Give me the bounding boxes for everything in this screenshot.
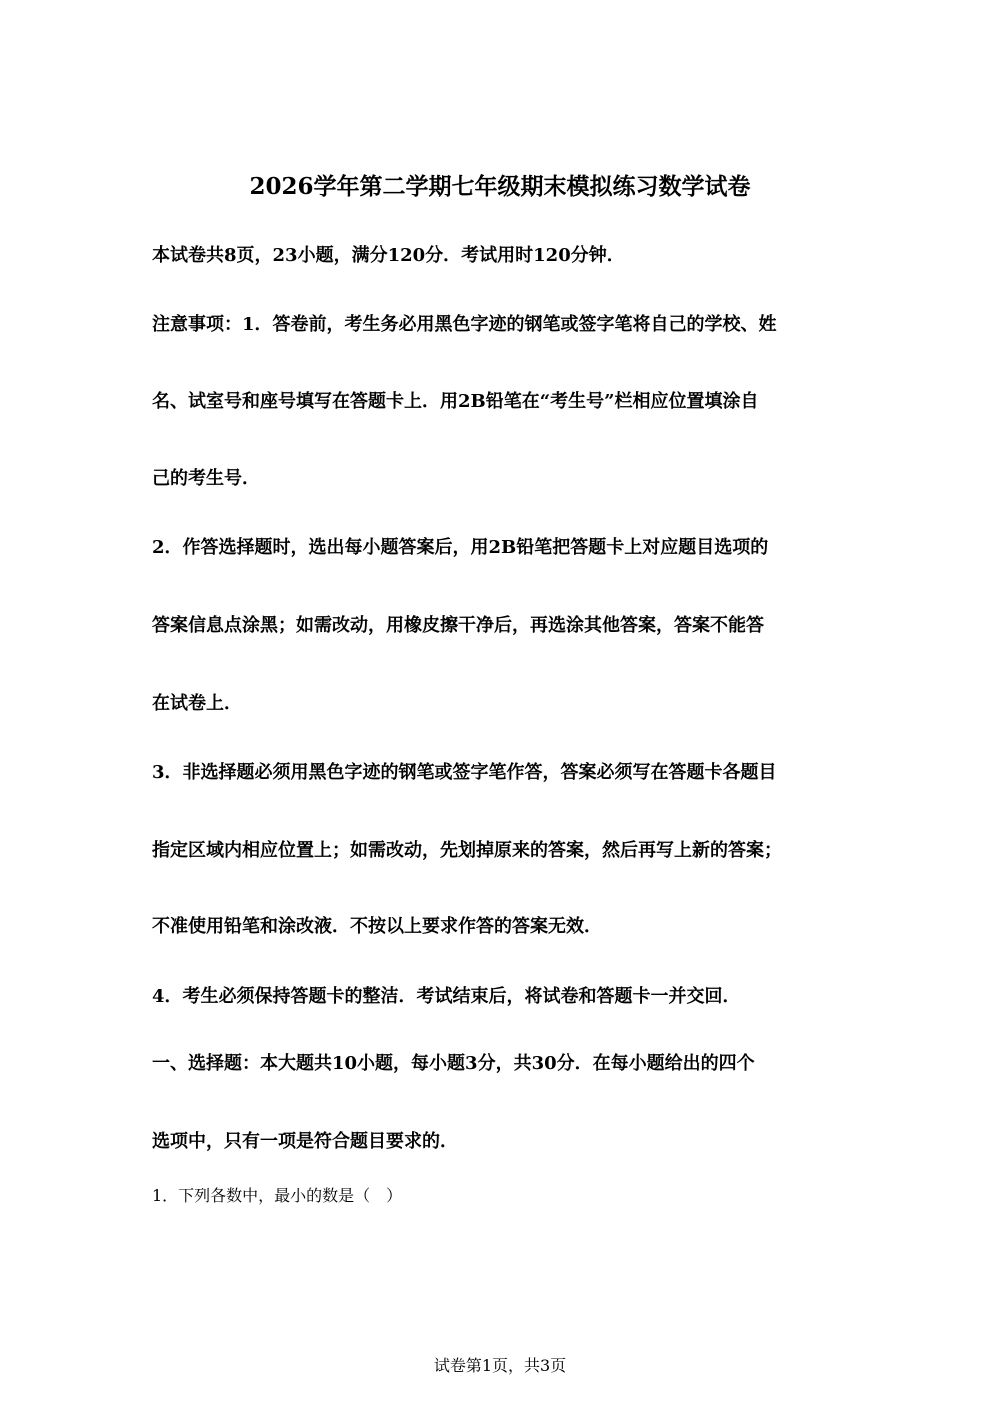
- exam-intro: 本试卷共8页，23小题，满分120分．考试用时120分钟．: [152, 245, 625, 266]
- notice-line: 2．作答选择题时，选出每小题答案后，用2B铅笔把答题卡上对应题目选项的: [152, 537, 769, 558]
- notice-line: 4．考生必须保持答题卡的整洁．考试结束后，将试卷和答题卡一并交回．: [152, 986, 741, 1007]
- notice-line: 己的考生号．: [152, 468, 260, 489]
- notice-line: 指定区域内相应位置上；如需改动，先划掉原来的答案，然后再写上新的答案；: [152, 840, 782, 861]
- page-footer: 试卷第1页，共3页: [433, 1356, 567, 1375]
- question-1: 1．下列各数中，最小的数是（ ）: [152, 1186, 403, 1205]
- notice-line: 不准使用铅笔和涂改液．不按以上要求作答的答案无效．: [152, 916, 602, 937]
- page-title: 2026学年第二学期七年级期末模拟练习数学试卷: [249, 173, 751, 200]
- notice-line: 名、试室号和座号填写在答题卡上．用2B铅笔在“考生号”栏相应位置填涂自: [152, 391, 759, 412]
- notice-line: 在试卷上．: [152, 693, 242, 714]
- notice-line: 注意事项：1．答卷前，考生务必用黑色字迹的钢笔或签字笔将自己的学校、姓: [152, 314, 777, 335]
- section-heading: 选项中，只有一项是符合题目要求的．: [152, 1131, 458, 1152]
- section-heading: 一、选择题：本大题共10小题，每小题3分，共30分．在每小题给出的四个: [152, 1053, 755, 1074]
- notice-line: 答案信息点涂黑；如需改动，用橡皮擦干净后，再选涂其他答案，答案不能答: [152, 615, 764, 636]
- notice-line: 3．非选择题必须用黑色字迹的钢笔或签字笔作答，答案必须写在答题卡各题目: [152, 762, 777, 783]
